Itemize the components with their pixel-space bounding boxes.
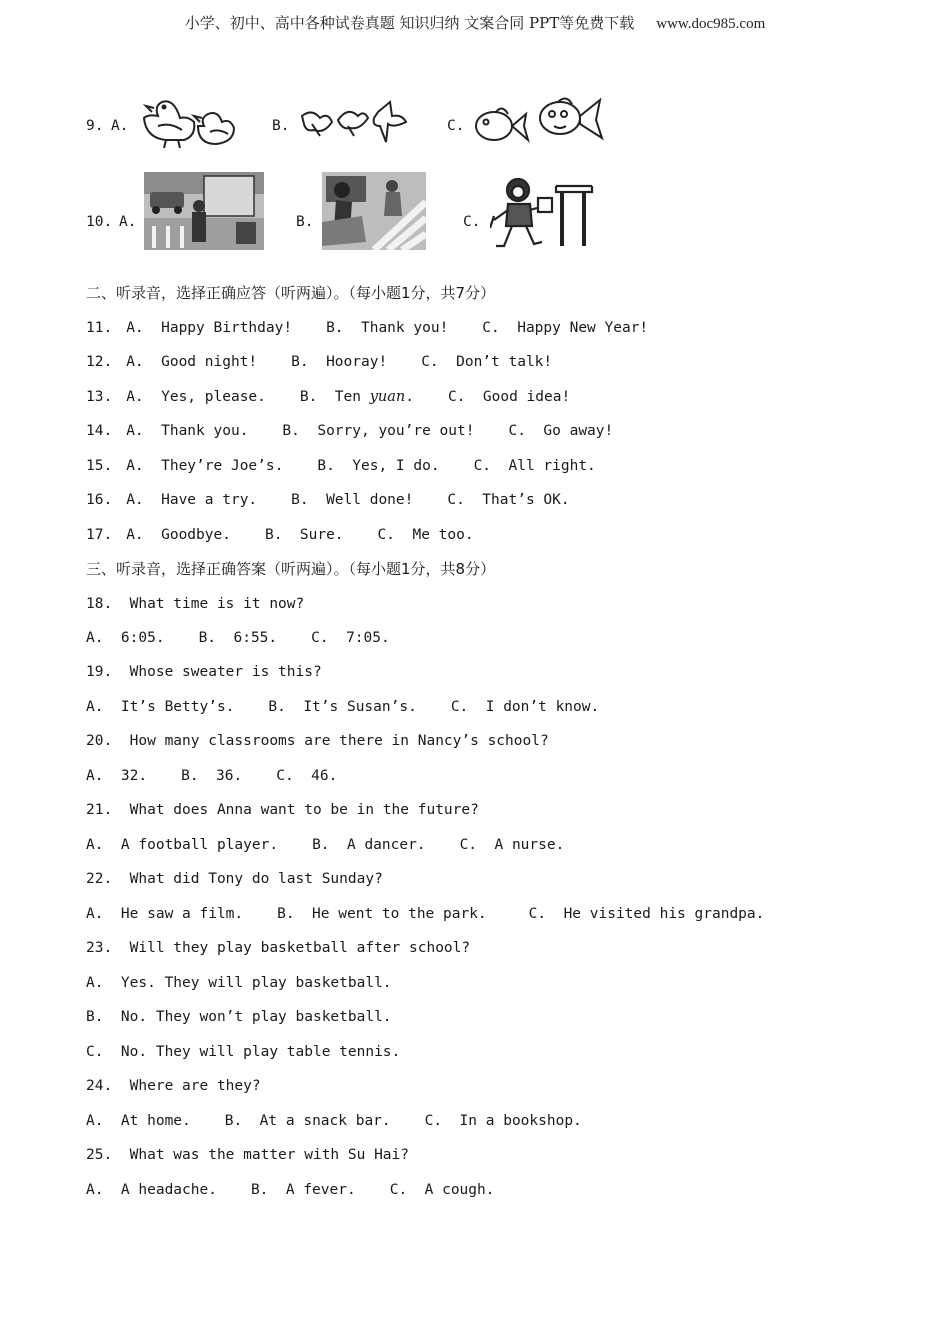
question-18-text: 18. What time is it now? (86, 596, 305, 612)
question-16 (86, 490, 570, 510)
question-25-options (86, 1180, 494, 1200)
q11-option-b: B. Thank you! (326, 320, 449, 336)
q13-option-b (300, 387, 414, 407)
page-header (0, 12, 950, 33)
question-21-text: 21. What does Anna want to be in the future? (86, 802, 479, 818)
question-19-text: 19. Whose sweater is this? (86, 664, 322, 680)
q13-option-a: A. Yes, please. (126, 389, 266, 405)
q22-option-a: A. He saw a film. (86, 906, 244, 922)
birds-picture (298, 98, 410, 148)
q17-option-a: A. Goodbye. (126, 527, 231, 543)
q11-option-a: A. Happy Birthday! (126, 320, 293, 336)
question-19-options (86, 697, 599, 717)
q9-option-b-label: B. (272, 118, 290, 134)
question-20-options (86, 766, 337, 786)
section-2-title: 二、听录音，选择正确应答（听两遍）。（每小题1分，共7分） (86, 284, 496, 302)
q13-option-b-end: . (405, 389, 414, 405)
q21-option-c: C. A nurse. (459, 837, 565, 853)
q15-option-a: A. They’re Joe’s. (126, 458, 284, 474)
q9-option-c-label: C. (447, 118, 465, 134)
q22-option-c: C. He visited his grandpa. (528, 906, 765, 922)
q14-option-b: B. Sorry, you’re out! (282, 423, 475, 439)
q24-option-b: B. At a snack bar. (224, 1113, 391, 1129)
q10-option-a-label: A. (119, 214, 137, 230)
q13-number: 13. (86, 389, 113, 405)
question-18-options (86, 628, 390, 648)
question-10 (86, 170, 906, 250)
question-24-options (86, 1111, 582, 1131)
street-traffic-picture (144, 172, 264, 250)
q21-option-b: B. A dancer. (312, 837, 426, 853)
q11-number: 11. (86, 320, 113, 336)
q15-option-c: C. All right. (473, 458, 596, 474)
q12-option-a: A. Good night! (126, 354, 258, 370)
q23-option-c: C. No. They will play table tennis. (86, 1044, 401, 1060)
crossing-road-picture (322, 172, 426, 250)
question-9 (86, 88, 906, 168)
q20-option-a: A. 32. (86, 768, 148, 784)
q15-number: 15. (86, 458, 113, 474)
question-25-text: 25. What was the matter with Su Hai? (86, 1147, 410, 1163)
question-15 (86, 456, 596, 476)
q24-option-a: A. At home. (86, 1113, 191, 1129)
question-14 (86, 421, 613, 441)
question-20-text: 20. How many classrooms are there in Nancy’s school? (86, 733, 549, 749)
goldfish-picture (474, 92, 606, 152)
q12-option-c: C. Don’t talk! (421, 354, 553, 370)
q10-option-b-label: B. (296, 214, 314, 230)
question-22-text: 22. What did Tony do last Sunday? (86, 871, 383, 887)
question-12 (86, 352, 552, 372)
q20-option-b: B. 36. (181, 768, 243, 784)
question-24-text: 24. Where are they? (86, 1078, 261, 1094)
q19-option-a: A. It’s Betty’s. (86, 699, 235, 715)
q19-option-b: B. It’s Susan’s. (268, 699, 417, 715)
q14-option-a: A. Thank you. (126, 423, 249, 439)
question-11 (86, 318, 648, 338)
q13-option-b-italic: yuan (369, 389, 406, 405)
header-site: www.doc985.com (656, 16, 766, 32)
q10-option-c-label: C. (463, 214, 481, 230)
ducks-picture (136, 88, 241, 150)
q23-option-b: B. No. They won’t play basketball. (86, 1009, 392, 1025)
q12-number: 12. (86, 354, 113, 370)
q16-option-b: B. Well done! (291, 492, 414, 508)
q14-option-c: C. Go away! (508, 423, 614, 439)
q12-option-b: B. Hooray! (291, 354, 388, 370)
q20-option-c: C. 46. (276, 768, 338, 784)
q23-option-a: A. Yes. They will play basketball. (86, 975, 392, 991)
question-17 (86, 525, 474, 545)
q14-number: 14. (86, 423, 113, 439)
q13-option-b-text: B. Ten (299, 389, 370, 405)
question-13 (86, 387, 570, 407)
q16-number: 16. (86, 492, 113, 508)
q18-option-a: A. 6:05. (86, 630, 165, 646)
q13-option-c: C. Good idea! (447, 389, 571, 405)
q25-option-a: A. A headache. (86, 1182, 217, 1198)
question-22-options (86, 904, 764, 924)
q10-number: 10. (86, 214, 113, 230)
question-21-options (86, 835, 564, 855)
q22-option-b: B. He went to the park. (277, 906, 487, 922)
q11-option-c: C. Happy New Year! (482, 320, 649, 336)
q24-option-c: C. In a bookshop. (424, 1113, 582, 1129)
q9-option-a-label: A. (111, 118, 129, 134)
q17-option-c: C. Me too. (377, 527, 474, 543)
header-text: 小学、初中、高中各种试卷真题 知识归纳 文案合同 PPT等免费下载 (184, 14, 635, 32)
q25-option-b: B. A fever. (250, 1182, 356, 1198)
q17-option-b: B. Sure. (264, 527, 344, 543)
boy-walking-picture (490, 176, 594, 250)
q16-option-a: A. Have a try. (126, 492, 258, 508)
q21-option-a: A. A football player. (86, 837, 279, 853)
q19-option-c: C. I don’t know. (450, 699, 600, 715)
q18-option-c: C. 7:05. (311, 630, 390, 646)
q25-option-c: C. A cough. (389, 1182, 495, 1198)
question-23-text: 23. Will they play basketball after school? (86, 940, 471, 956)
q17-number: 17. (86, 527, 113, 543)
q16-option-c: C. That’s OK. (447, 492, 570, 508)
q18-option-b: B. 6:55. (198, 630, 278, 646)
section-3-title: 三、听录音，选择正确答案（听两遍）。（每小题1分，共8分） (86, 560, 496, 578)
q9-number: 9. (86, 118, 104, 134)
q15-option-b: B. Yes, I do. (317, 458, 440, 474)
